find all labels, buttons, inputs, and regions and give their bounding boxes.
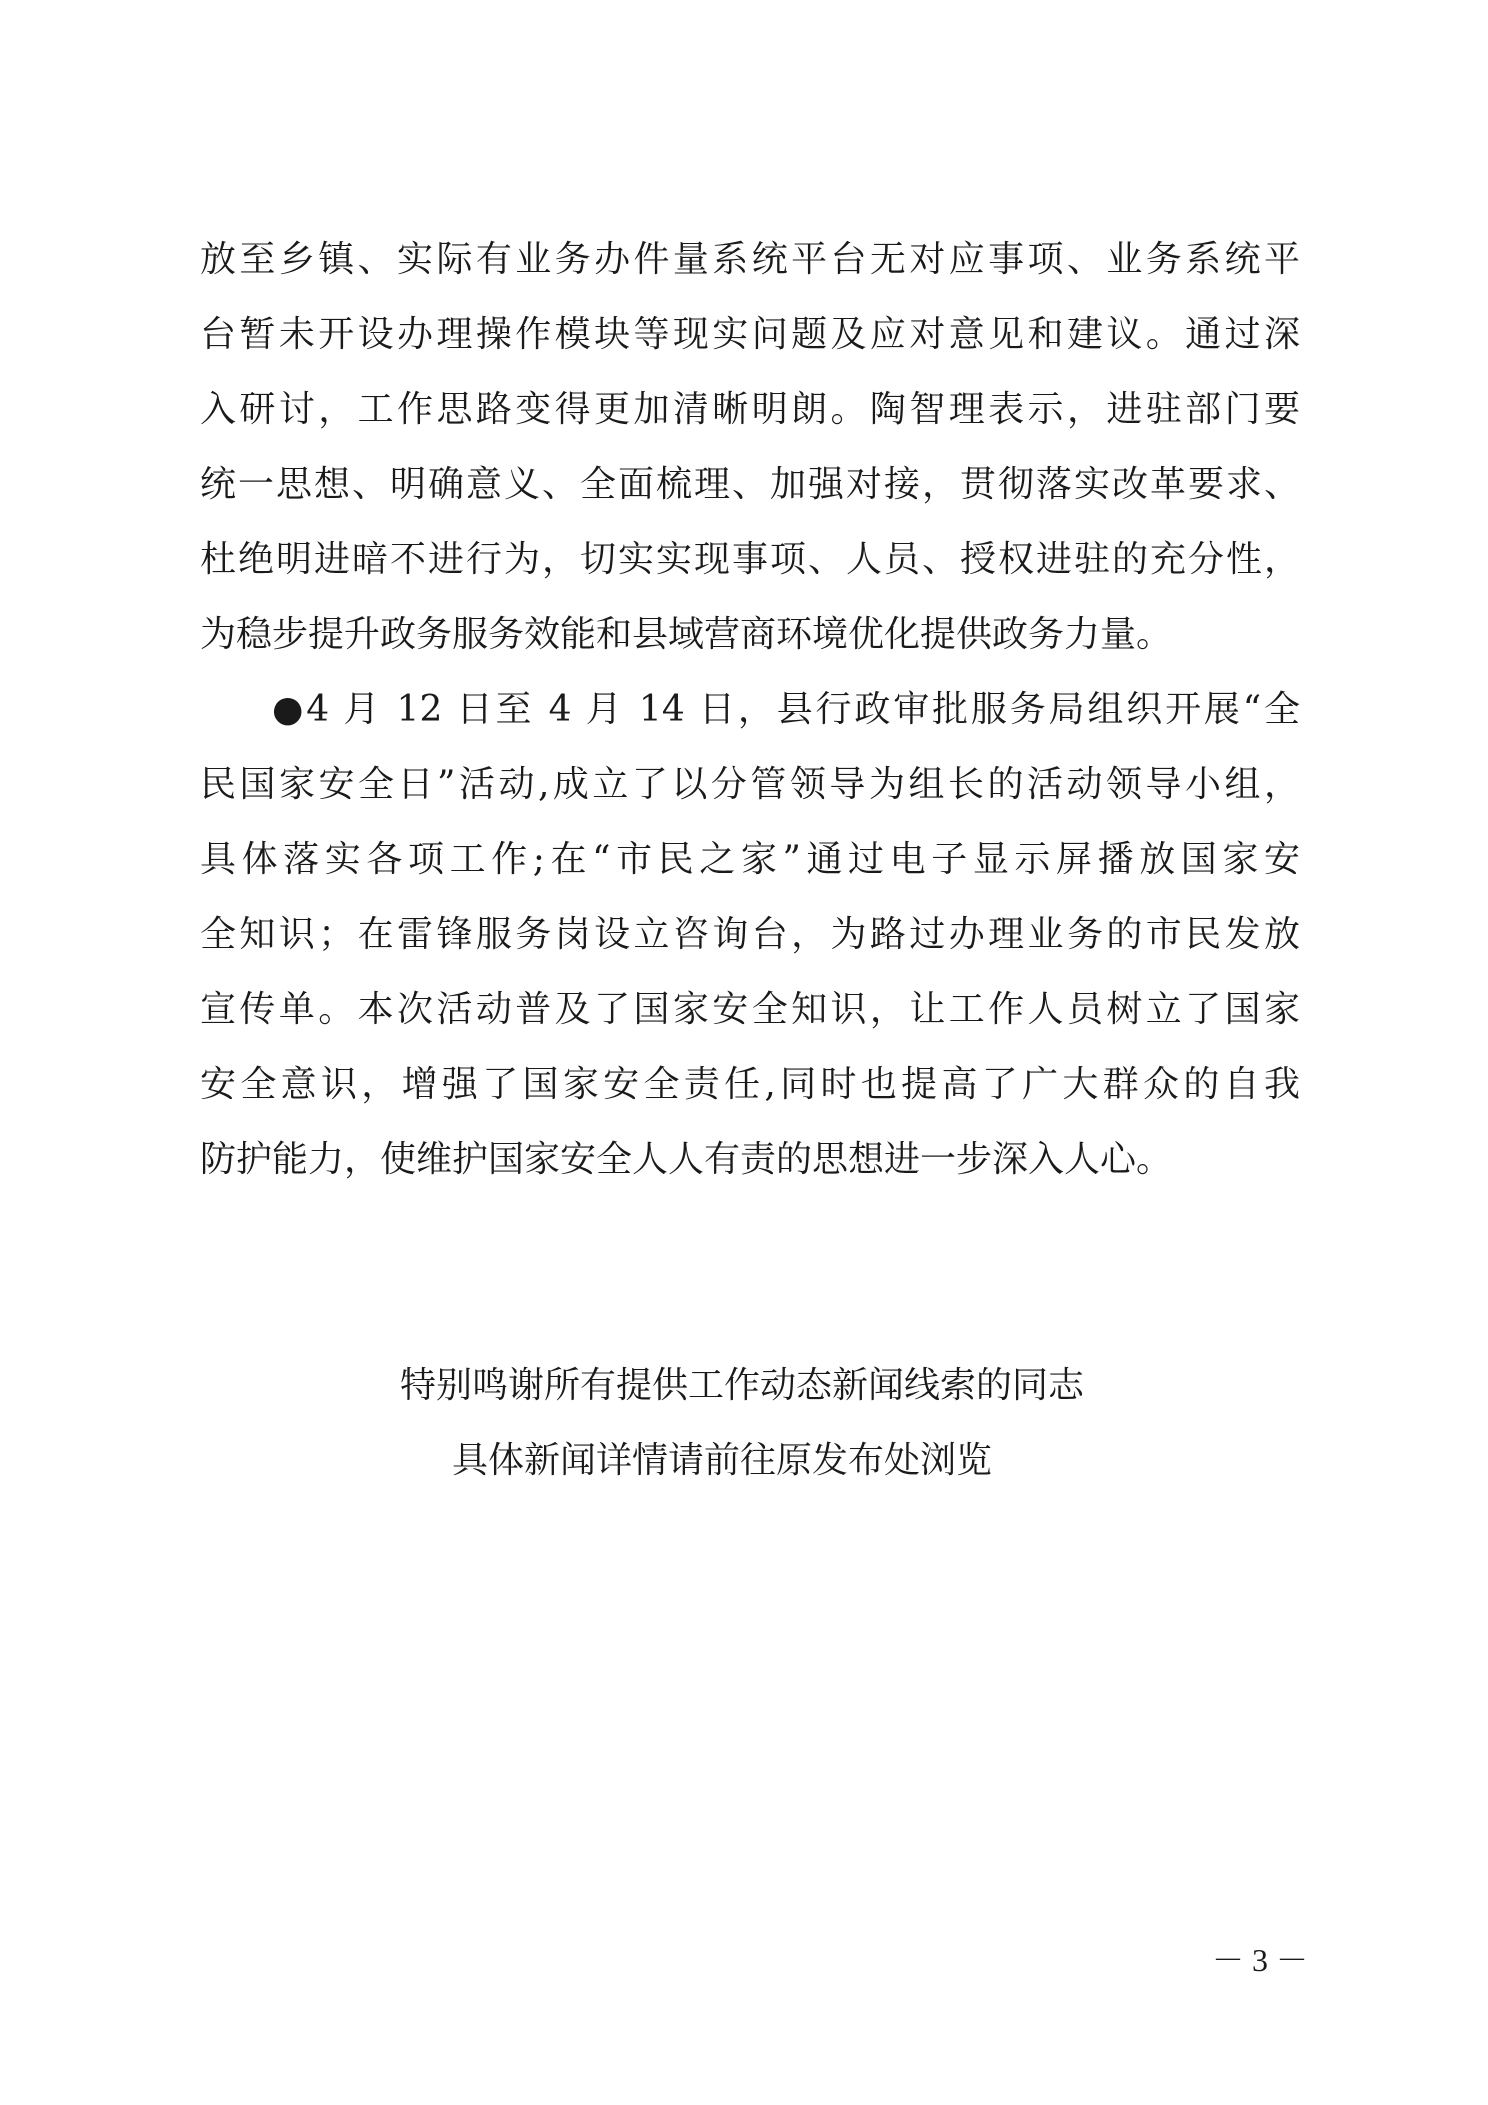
page-number: － 3 － [1212, 1942, 1309, 1978]
paragraph-line: 具体落实各项工作;在“市民之家”通过电子显示屏播放国家安 [200, 839, 1300, 880]
paragraph-line: 台暂未开设办理操作模块等现实问题及应对意见和建议。通过深 [200, 314, 1300, 355]
paragraph-line: 安全意识，增强了国家安全责任,同时也提高了广大群众的自我 [200, 1064, 1300, 1105]
paragraph-line: 全知识；在雷锋服务岗设立咨询台，为路过办理业务的市民发放 [200, 914, 1300, 955]
paragraph-line: ●4 月 12 日至 4 月 14 日，县行政审批服务局组织开展“全 [272, 689, 1300, 730]
acknowledgement-text: 特别鸣谢所有提供工作动态新闻线索的同志 [400, 1365, 1085, 1406]
paragraph-line: 入研讨，工作思路变得更加清晰明朗。陶智理表示，进驻部门要 [200, 389, 1300, 430]
paragraph-line: 杜绝明进暗不进行为，切实实现事项、人员、授权进驻的充分性， [200, 539, 1300, 580]
paragraph-line: 统一思想、明确意义、全面梳理、加强对接，贯彻落实改革要求、 [200, 464, 1300, 505]
paragraph-line: 防护能力，使维护国家安全人人有责的思想进一步深入人心。 [200, 1139, 1173, 1180]
acknowledgement-text: 具体新闻详情请前往原发布处浏览 [452, 1440, 993, 1481]
body-text [200, 222, 1300, 1197]
paragraph-1 [200, 222, 1300, 672]
paragraph-line: 宣传单。本次活动普及了国家安全知识，让工作人员树立了国家 [200, 989, 1300, 1030]
paragraph-2 [200, 672, 1300, 1197]
paragraph-line: 为稳步提升政务服务效能和县域营商环境优化提供政务力量。 [200, 614, 1173, 655]
paragraph-line: 放至乡镇、实际有业务办件量系统平台无对应事项、业务系统平 [200, 239, 1300, 280]
paragraph-line: 民国家安全日”活动,成立了以分管领导为组长的活动领导小组， [200, 764, 1300, 805]
